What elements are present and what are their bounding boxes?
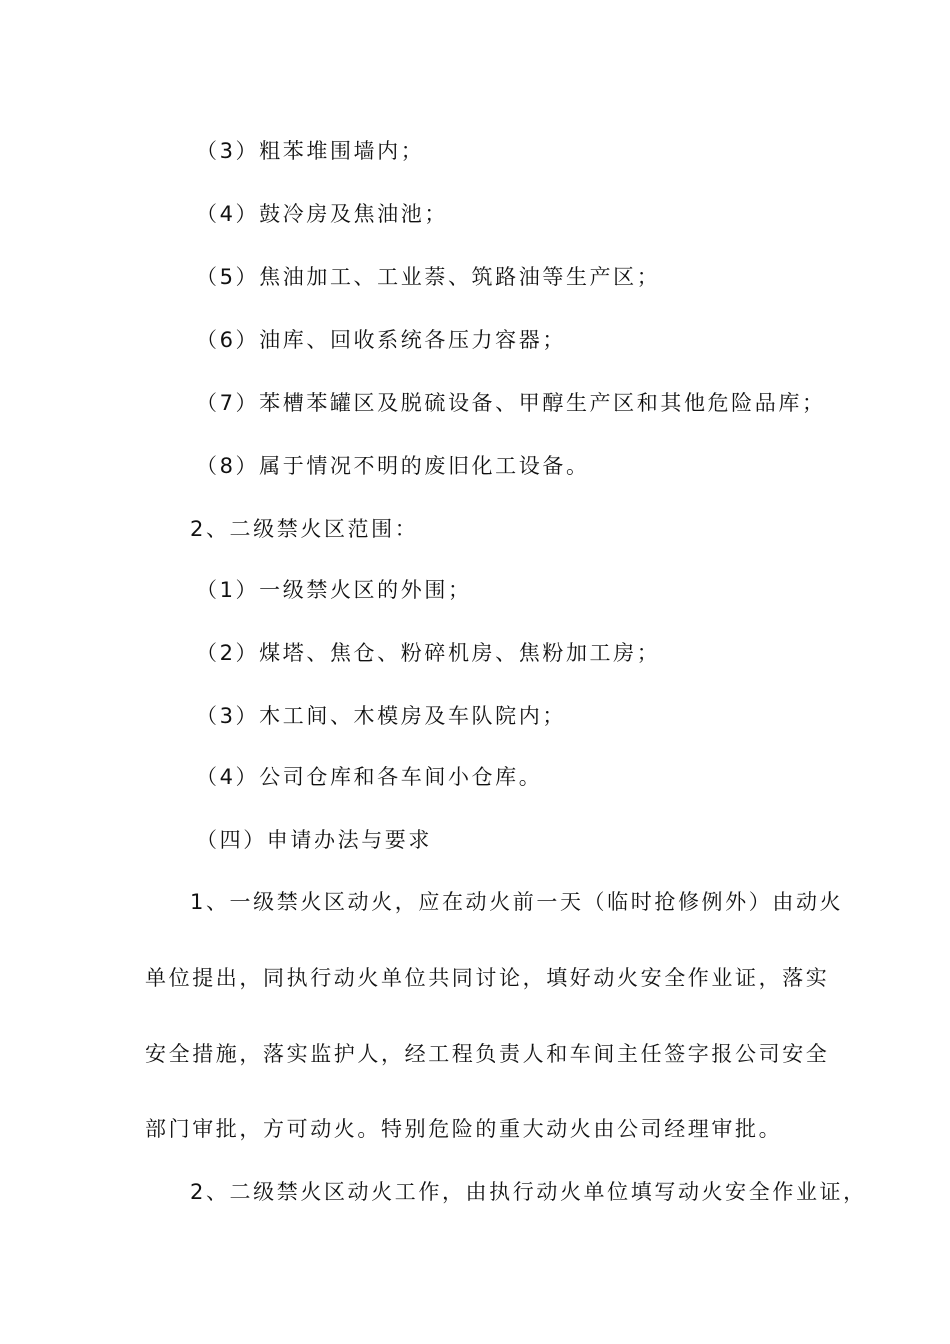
- list-item-benzene-tank-area: （7）苯槽苯罐区及脱硫设备、甲醇生产区和其他危险品库；: [196, 391, 826, 415]
- list-item-oil-depot: （6）油库、回收系统各压力容器；: [196, 328, 566, 352]
- list-item-primary-zone-periphery: （1）一级禁火区的外围；: [196, 578, 472, 602]
- list-item-unknown-equipment: （8）属于情况不明的废旧化工设备。: [196, 454, 590, 478]
- list-item-drum-cooling-room: （4）鼓冷房及焦油池；: [196, 202, 448, 226]
- paragraph-line: 1、一级禁火区动火，应在动火前一天（临时抢修例外）由动火: [190, 890, 844, 914]
- section-heading-application-rules: （四）申请办法与要求: [196, 828, 432, 852]
- list-item-warehouses: （4）公司仓库和各车间小仓库。: [196, 765, 543, 789]
- paragraph-line: 单位提出，同执行动火单位共同讨论，填好动火安全作业证，落实: [145, 966, 830, 990]
- list-item-carpentry-room: （3）木工间、木模房及车队院内；: [196, 704, 566, 728]
- section-heading-secondary-zone: 2、二级禁火区范围：: [190, 517, 419, 541]
- paragraph-line: 部门审批，方可动火。特别危险的重大动火由公司经理审批。: [145, 1117, 783, 1141]
- list-item-coal-tower: （2）煤塔、焦仓、粉碎机房、焦粉加工房；: [196, 641, 661, 665]
- list-item-crude-benzene-area: （3）粗苯堆围墙内；: [196, 139, 425, 163]
- paragraph-line: 2、二级禁火区动火工作，由执行动火单位填写动火安全作业证，: [190, 1180, 867, 1204]
- list-item-tar-processing-area: （5）焦油加工、工业萘、筑路油等生产区；: [196, 265, 661, 289]
- paragraph-line: 安全措施，落实监护人，经工程负责人和车间主任签字报公司安全: [145, 1042, 830, 1066]
